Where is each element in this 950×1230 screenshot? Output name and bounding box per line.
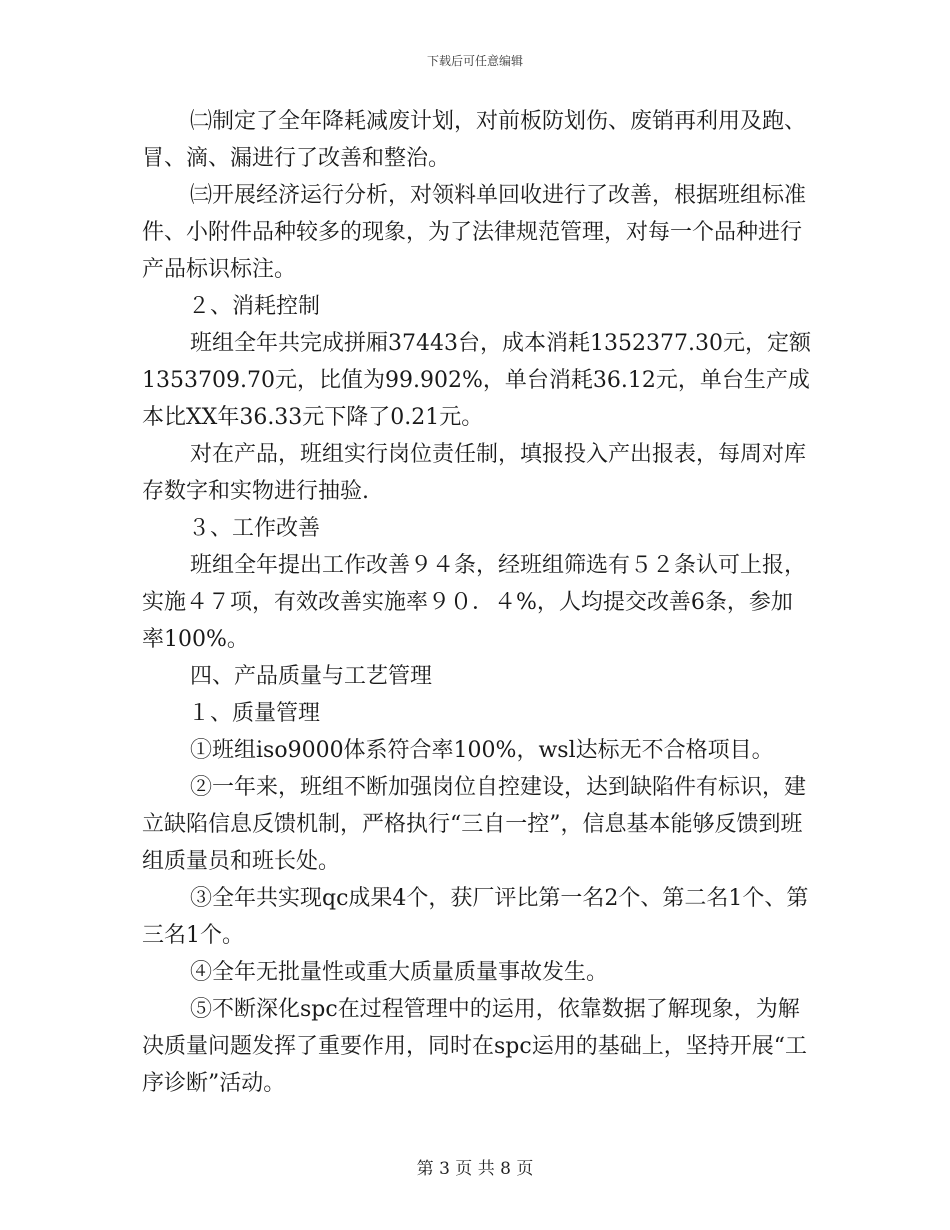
paragraph-consumption-stats: 班组全年共完成拼厢37443台，成本消耗1352377.30元，定额1353709.70元，比值为99.902%，单台消耗36.12元，单台生产成本比XX年36.33元下降了0.21元。 — [142, 331, 811, 430]
list-item-iso: ①班组iso9000体系符合率100%，wsl达标无不合格项目。 — [190, 738, 774, 763]
paragraph-product-responsibility: 对在产品，班组实行岗位责任制，填报投入产出报表，每周对库存数字和实物进行抽验. — [142, 442, 807, 504]
list-item-no-accidents: ④全年无批量性或重大质量质量事故发生。 — [190, 960, 609, 985]
list-item-qc-results: ③全年共实现qc成果4个，获厂评比第一名2个、第二名1个、第三名1个。 — [142, 886, 809, 948]
document-body — [142, 103, 812, 1102]
section-heading-quality-management: １、质量管理 — [188, 701, 321, 726]
page-header: 下载后可任意编辑 — [426, 54, 523, 68]
paragraph-cost-reduction-plan: ㈡制定了全年降耗减废计划，对前板防划伤、废销再利用及跑、冒、滴、漏进行了改善和整治。 — [142, 109, 807, 171]
page-footer: 第 3 页 共 8 页 — [416, 1159, 534, 1179]
list-item-self-control: ②一年来，班组不断加强岗位自控建设，达到缺陷件有标识，建立缺陷信息反馈机制，严格执行“三自一控”，信息基本能够反馈到班组质量员和班长处。 — [142, 775, 807, 874]
paragraph-improvement-stats: 班组全年提出工作改善９４条，经班组筛选有５２条认可上报，实施４７项，有效改善实施率９０．４%，人均提交改善6条，参加率100%。 — [142, 553, 807, 652]
list-item-spc: ⑤不断深化spc在过程管理中的运用，依靠数据了解现象，为解决质量问题发挥了重要作用，同时在spc运用的基础上，坚持开展“工序诊断”活动。 — [142, 997, 807, 1096]
paragraph-economic-analysis: ㈢开展经济运行分析，对领料单回收进行了改善，根据班组标准件、小附件品种较多的现象，为了法律规范管理，对每一个品种进行产品标识标注。 — [142, 183, 807, 282]
section-heading-work-improvement: ３、工作改善 — [188, 516, 321, 541]
section-heading-quality-process: 四、产品质量与工艺管理 — [190, 664, 433, 689]
section-heading-consumption-control: ２、消耗控制 — [188, 294, 321, 319]
